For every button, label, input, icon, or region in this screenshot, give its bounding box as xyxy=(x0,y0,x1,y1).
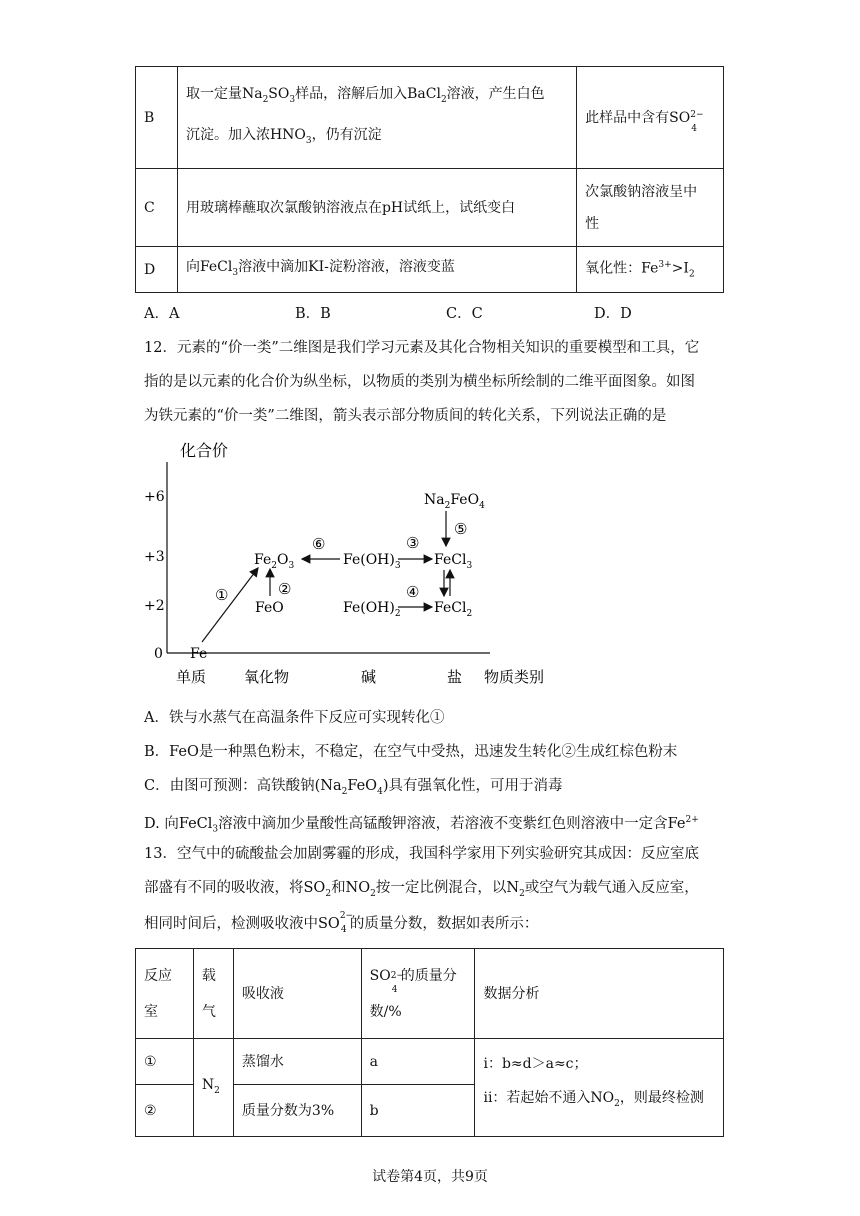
header-gas: 载 气 xyxy=(193,949,233,1039)
cell-liquid: 质量分数为3% xyxy=(233,1085,361,1137)
operation-cell: 取一定量$Na_2SO_3$样品，溶解后加入BaCl$_2$溶液，产生白色 沉淀。加入浓$HNO_3$，仍有沉淀 xyxy=(177,67,576,169)
operation-cell: 向FeCl$_3$溶液中滴加KI-淀粉溶液，溶液变蓝 xyxy=(177,247,576,293)
species-feoh2: $Fe(OH)_2$ xyxy=(343,600,401,619)
step6-label: ⑥ xyxy=(312,535,326,553)
cell-analysis: i：b≈d＞a≈c； ii：若起始不通入$NO_2$，则最终检测 xyxy=(475,1039,724,1137)
page-footer: 试卷第4页，共9页 xyxy=(372,1169,488,1185)
cell-gas: $N_2$ xyxy=(193,1039,233,1137)
q13-stem-line1: 13．空气中的硫酸盐会加剧雾霾的形成，我国科学家用下列实验研究其成因：反应室底 xyxy=(144,846,699,862)
conclusion-cell: 次氯酸钠溶液呈中 性 xyxy=(577,169,724,247)
header-analysis: 数据分析 xyxy=(475,949,724,1039)
row-label: D xyxy=(136,247,178,293)
species-feoh3: $Fe(OH)_3$ xyxy=(343,552,401,571)
q12-option-a[interactable]: A．铁与水蒸气在高温条件下反应可实现转化① xyxy=(144,710,445,726)
cell-value: a xyxy=(361,1039,475,1085)
step1-label: ① xyxy=(215,586,229,604)
species-na2feo4: $Na_2FeO_4$ xyxy=(424,492,485,511)
species-fecl3: FeCl$_3$ xyxy=(434,552,473,571)
table-row xyxy=(136,1039,724,1085)
table-row xyxy=(136,169,724,247)
cell-room: ① xyxy=(136,1039,194,1085)
step4-label: ④ xyxy=(406,583,420,601)
step3-label: ③ xyxy=(406,534,420,552)
header-so4: SO 2− 4 的质量分 数/% xyxy=(361,949,475,1039)
option-b[interactable]: B．B xyxy=(295,306,331,322)
q12-stem-line3: 为铁元素的“价一类”二维图，箭头表示部分物质间的转化关系，下列说法正确的是 xyxy=(144,408,667,424)
q12-option-c[interactable]: C．由图可预测：高铁酸钠$(Na_2FeO_4)$具有强氧化性，可用于消毒 xyxy=(144,778,563,797)
species-fe: Fe xyxy=(190,646,208,662)
header-liquid: 吸收液 xyxy=(233,949,361,1039)
cell-value: b xyxy=(361,1085,475,1137)
option-a[interactable]: A．A xyxy=(144,306,180,322)
header-room: 反应 室 xyxy=(136,949,194,1039)
species-feo: FeO xyxy=(255,600,284,616)
x-axis-label: 物质类别 xyxy=(484,668,545,686)
valence-class-diagram xyxy=(140,436,580,690)
q12-stem-line2: 指的是以元素的化合价为纵坐标，以物质的类别为横坐标所绘制的二维平面图象。如图 xyxy=(144,374,695,390)
y-tick-zero: 0 xyxy=(154,646,163,662)
arrow-step1 xyxy=(202,568,258,642)
x-tick-oxide: 氧化物 xyxy=(244,668,290,686)
species-fe2o3: $Fe_2O_3$ xyxy=(254,552,295,571)
cell-liquid: 蒸馏水 xyxy=(233,1039,361,1085)
table-row xyxy=(136,67,724,169)
y-tick-plus6: +6 xyxy=(144,489,165,505)
row-label: C xyxy=(136,169,178,247)
q12-option-b[interactable]: B．FeO是一种黑色粉末，不稳定，在空气中受热，迅速发生转化②生成红棕色粉末 xyxy=(144,744,678,760)
x-tick-salt: 盐 xyxy=(447,668,463,686)
table-row xyxy=(136,247,724,293)
q13-stem-line2: 部盛有不同的吸收液，将$SO_2$和$NO_2$按一定比例混合，以$N_2$或空气为载气通入反应室， xyxy=(144,880,699,899)
row-label: B xyxy=(136,67,178,169)
x-tick-base: 碱 xyxy=(361,668,377,686)
y-axis-label: 化合价 xyxy=(180,441,229,460)
q13-data-table xyxy=(135,948,724,1137)
species-fecl2: FeCl$_2$ xyxy=(434,600,473,619)
y-tick-plus2: +2 xyxy=(144,598,165,614)
x-tick-element: 单质 xyxy=(176,668,207,686)
step5-label: ⑤ xyxy=(454,520,468,538)
cell-room: ② xyxy=(136,1085,194,1137)
q12-option-d[interactable]: D. 向FeCl$_3$溶液中滴加少量酸性高锰酸钾溶液，若溶液不变紫红色则溶液中一定含$Fe^{2+}$ xyxy=(144,815,699,835)
q13-stem-line3: 相同时间后，检测吸收液中SO 2− 4 的质量分数，数据如表所示： xyxy=(144,911,539,935)
option-d[interactable]: D．D xyxy=(594,306,632,322)
option-c[interactable]: C．C xyxy=(446,306,483,322)
step2-label: ② xyxy=(278,580,292,598)
y-tick-plus3: +3 xyxy=(144,549,165,565)
experiment-table xyxy=(135,66,724,293)
conclusion-cell: 此样品中含有SO 2− 4 xyxy=(577,67,724,169)
operation-cell: 用玻璃棒蘸取次氯酸钠溶液点在pH试纸上，试纸变白 xyxy=(177,169,576,247)
conclusion-cell: 氧化性：$Fe^{3+}>I_2$ xyxy=(577,247,724,293)
q12-stem-line1: 12．元素的“价一类”二维图是我们学习元素及其化合物相关知识的重要模型和工具，它 xyxy=(144,340,700,356)
table-header-row xyxy=(136,949,724,1039)
